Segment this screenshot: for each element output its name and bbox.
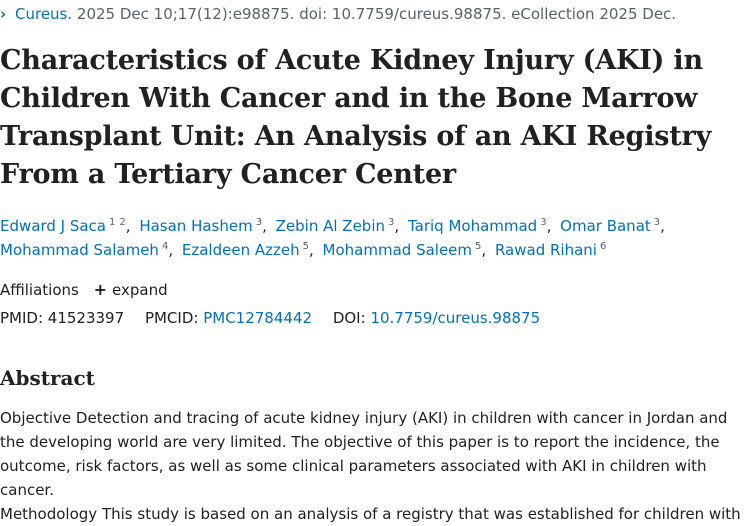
author-separator: , [394,217,400,235]
author-item [323,241,491,259]
doi-link[interactable]: 10.7759/cureus.98875 [370,309,541,327]
author-name-link[interactable]: Ezaldeen Azzeh [181,241,300,259]
affiliation-ref[interactable]: 6 [599,241,607,252]
author-separator: , [660,217,665,235]
affiliation-ref[interactable]: 4 [161,241,169,252]
author-name-link[interactable]: Edward J Saca [0,217,106,235]
author-list [0,214,750,262]
plus-icon: + [93,280,108,299]
author-separator: , [262,217,267,235]
objective-text: Detection and tracing of acute kidney injury (AKI) in children with cancer in Jordan and the developing world are very limited. The objective of this paper is to report the incidence, the outcome, risk factors, as well as some clinical parameters associated with AKI in children with cancer. [0,409,728,499]
author-item [276,217,404,235]
chevron-right-icon[interactable]: › [0,5,7,23]
journal-link[interactable]: Cureus. [15,5,73,23]
author-separator: , [481,241,487,259]
author-name-link[interactable]: Tariq Mohammad [407,217,538,235]
affiliations-label: Affiliations [0,281,79,299]
abstract-heading: Abstract [0,366,95,390]
affiliations-row [0,279,168,301]
affiliation-ref[interactable]: 2 [119,217,126,228]
doi-label: DOI: [332,309,366,327]
affiliation-ref[interactable]: 3 [255,217,263,228]
author-name-link[interactable]: Zebin Al Zebin [275,217,386,235]
author-separator: , [546,217,552,235]
affiliation-ref[interactable]: 5 [475,241,482,252]
methodology-text: This study is based on an analysis of a registry that was established for children with [101,505,741,523]
author-item [0,241,177,259]
pmcid-group [145,309,317,327]
pmcid-label: PMCID: [144,309,199,327]
abstract-body [0,406,750,526]
author-separator: , [308,241,314,259]
pmid-group [0,309,129,327]
author-item [0,217,135,235]
pmid-value: 41523397 [47,309,125,327]
author-item [495,241,606,259]
affiliation-ref[interactable]: 1 [109,217,116,228]
methodology-label: Methodology [0,505,98,523]
identifiers-row [0,307,556,329]
author-separator: , [168,241,174,259]
author-name-link[interactable]: Mohammad Saleem [322,241,473,259]
expand-label: expand [112,281,168,299]
objective-label: Objective [0,409,72,427]
author-separator: , [125,217,131,235]
affiliation-ref[interactable]: 3 [388,217,395,228]
author-name-link[interactable]: Omar Banat [560,217,651,235]
pmcid-link[interactable]: PMC12784442 [203,309,313,327]
author-name-link[interactable]: Mohammad Salameh [0,241,159,259]
citation-details: 2025 Dec 10;17(12):e98875. doi: 10.7759/cureus.98875. eCollection 2025 Dec. [76,5,677,23]
affiliation-ref[interactable]: 5 [302,241,309,252]
author-affiliation-refs [600,241,606,252]
affiliation-ref[interactable]: 3 [653,217,661,228]
article-title: Characteristics of Acute Kidney Injury (AKI) in Children With Cancer and in the Bone Marrow Transplant Unit: An Analysis of an AKI Registry From a Tertiary Cancer Center [0,45,712,190]
citation-line [0,4,676,24]
pmid-label: PMID: [0,309,44,327]
author-item [139,217,271,235]
affiliations-expand-button[interactable] [94,281,168,299]
affiliation-ref[interactable]: 3 [540,217,547,228]
author-item [182,241,318,259]
author-affiliation-refs [109,217,126,228]
author-affiliation-refs [540,217,546,228]
author-item [560,217,669,235]
doi-group [333,309,540,327]
author-name-link[interactable]: Rawad Rihani [494,241,597,259]
author-name-link[interactable]: Hasan Hashem [139,217,253,235]
author-item [408,217,555,235]
